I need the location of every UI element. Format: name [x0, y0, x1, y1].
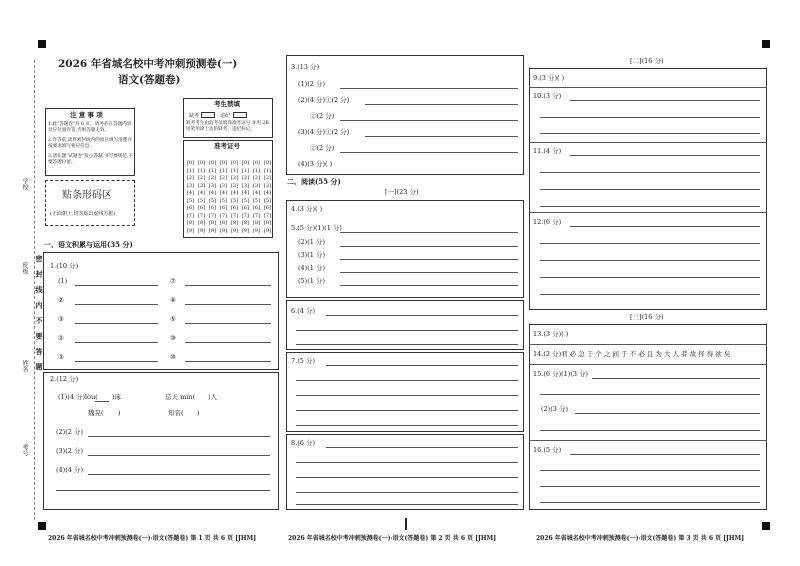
digit-bubble[interactable]: [9]: [219, 227, 228, 234]
q2-part: (2)(2 分): [56, 428, 83, 436]
absent-checkbox[interactable]: [201, 112, 215, 118]
answer-line[interactable]: [75, 304, 158, 305]
answer-line[interactable]: [540, 277, 760, 278]
answer-line[interactable]: [540, 172, 760, 173]
notice-item: 1.此"答题卷"共 6 页。请务必在答题内容对应位置作答,否则答题无效。: [48, 122, 132, 133]
digit-bubble[interactable]: [1]: [208, 167, 217, 174]
divider: [529, 212, 767, 213]
q2-char-2: 知音(: [168, 409, 184, 417]
q1-item-label: ②: [58, 296, 64, 304]
digit-bubble[interactable]: [5]: [219, 197, 228, 204]
q1-item-label: ③: [58, 315, 64, 323]
digit-row: [185, 205, 273, 213]
answer-line[interactable]: [570, 454, 760, 455]
answer-line[interactable]: [95, 401, 109, 402]
answer-line[interactable]: [296, 477, 518, 478]
answer-line[interactable]: [296, 410, 518, 411]
digit-bubble[interactable]: [8]: [208, 220, 217, 226]
q5-part: (3)(1 分): [298, 251, 325, 259]
answer-line[interactable]: [326, 315, 518, 316]
digit-bubble[interactable]: [8]: [219, 220, 228, 226]
answer-line[interactable]: [340, 272, 518, 273]
q1-item-label: ⑦: [170, 277, 176, 285]
question-16-label: 16.(5 分): [533, 446, 562, 454]
seal-warning: 密 封 线 内 不 要 答 题: [35, 255, 44, 374]
digit-bubble[interactable]: [9]: [230, 227, 239, 234]
digit-row: [185, 168, 273, 176]
digit-row: [185, 190, 273, 198]
digit-bubble[interactable]: [3]: [230, 182, 239, 189]
digit-bubble[interactable]: [0]: [219, 160, 228, 166]
digit-bubble[interactable]: [2]: [219, 175, 228, 181]
question-15-part-2: (2)(3 分): [541, 405, 568, 413]
answer-line[interactable]: [340, 285, 518, 286]
answer-line[interactable]: [185, 361, 271, 362]
digit-bubble[interactable]: [4]: [252, 190, 261, 196]
exam-number-heading: 准考证号: [214, 142, 240, 150]
digit-bubble[interactable]: [4]: [263, 190, 272, 196]
digit-bubble[interactable]: [7]: [186, 212, 195, 219]
answer-line[interactable]: [540, 206, 760, 207]
corner-mark-bottom-right: [762, 522, 770, 530]
q3-part: (3)(4 分)①(2 分): [298, 128, 350, 136]
divider: [529, 87, 767, 88]
digit-bubble[interactable]: [5]: [186, 197, 195, 204]
q3-part: (4)(3 分)( ): [298, 160, 333, 168]
digit-bubble[interactable]: [0]: [230, 160, 239, 166]
q1-item-label: ⑧: [170, 296, 176, 304]
digit-bubble[interactable]: [4]: [208, 190, 217, 196]
digit-bubble[interactable]: [0]: [197, 160, 206, 166]
digit-bubble[interactable]: [4]: [230, 190, 239, 196]
answer-line[interactable]: [88, 436, 270, 437]
q1-item-label: ⑤: [170, 315, 176, 323]
answer-line[interactable]: [75, 342, 158, 343]
barcode-area: [45, 180, 135, 226]
page-split-mark: [405, 518, 407, 530]
digit-bubble[interactable]: [1]: [197, 167, 206, 174]
digit-row: [185, 198, 273, 206]
digit-bubble[interactable]: [7]: [230, 212, 239, 219]
page-footer-3: 2026 年省城名校中考冲刺预测卷(一)·语文(答题卷) 第 3 页 共 6 页 [JHM]: [536, 535, 745, 542]
answer-line[interactable]: [185, 285, 271, 286]
digit-bubble[interactable]: [9]: [263, 227, 272, 234]
q1-item-label: (1): [58, 277, 68, 285]
digit-bubble[interactable]: [4]: [219, 190, 228, 196]
q1-item-label: ⑩: [170, 334, 176, 342]
digit-bubble[interactable]: [4]: [197, 190, 206, 196]
q1-item-label: ②: [58, 334, 64, 342]
answer-line[interactable]: [365, 104, 518, 105]
q2-pinyin-1: (1)(4 分)lòu(: [58, 393, 98, 401]
side-label-school: 学校: [21, 178, 28, 190]
section-1-heading: 一、语文积累与运用(35 分): [44, 240, 133, 249]
digit-row: [185, 228, 273, 236]
digit-row: [185, 183, 273, 191]
question-14-label: 14.(2 分)君 必 急 于 个 之 间 于 不 必 且 为 大 人 者 故 择 得 欲 矣: [533, 350, 731, 358]
digit-bubble[interactable]: [5]: [197, 197, 206, 204]
question-4-label: 4.(3 分)( ): [291, 205, 323, 213]
answer-line[interactable]: [540, 294, 760, 295]
digit-bubble[interactable]: [2]: [197, 175, 206, 181]
side-label-class: 班级: [21, 262, 28, 274]
answer-line[interactable]: [296, 395, 518, 396]
answer-line[interactable]: [296, 492, 518, 493]
q2-pinyin-1-word: )琢: [112, 393, 122, 401]
q2-pinyin-2: 忘天 mín(: [165, 393, 196, 401]
digit-bubble[interactable]: [5]: [241, 197, 250, 204]
digit-bubble[interactable]: [6]: [241, 205, 250, 211]
digit-bubble[interactable]: [9]: [208, 227, 217, 234]
answer-line[interactable]: [540, 117, 760, 118]
answer-line[interactable]: [75, 361, 158, 362]
digit-bubble[interactable]: [2]: [186, 175, 195, 181]
answer-line[interactable]: [340, 246, 518, 247]
digit-bubble[interactable]: [8]: [197, 220, 206, 226]
digit-bubble[interactable]: [2]: [252, 175, 261, 181]
answer-line[interactable]: [570, 100, 760, 101]
violation-checkbox[interactable]: [233, 112, 247, 118]
digit-bubble[interactable]: [5]: [252, 197, 261, 204]
answer-line[interactable]: [340, 120, 518, 121]
digit-bubble[interactable]: [6]: [197, 205, 206, 211]
side-label-exam-id: 考号: [21, 444, 28, 456]
notice-item: 3.请在题"试题卷"接小答题,书写要规范,不要答题位置。: [48, 154, 134, 165]
digit-bubbles[interactable]: [185, 160, 273, 235]
notice-item: 2.作答前,请将密封线内的项目填写清楚并按要求填写相应信息。: [48, 138, 132, 149]
answer-line[interactable]: [340, 232, 518, 233]
digit-bubble[interactable]: [0]: [252, 160, 261, 166]
section-2-heading: 二、阅读(55 分): [287, 177, 341, 186]
answer-line[interactable]: [365, 136, 518, 137]
digit-bubble[interactable]: [6]: [263, 205, 272, 211]
digit-bubble[interactable]: [7]: [219, 212, 228, 219]
digit-bubble[interactable]: [9]: [252, 227, 261, 234]
digit-row: [185, 175, 273, 183]
q3-part: ②(2 分): [310, 112, 335, 120]
digit-bubble[interactable]: [2]: [230, 175, 239, 181]
digit-bubble[interactable]: [7]: [197, 212, 206, 219]
page-footer-1: 2026 年省城名校中考冲刺预测卷(一)·语文(答题卷) 第 1 页 共 6 页 [JHM]: [48, 535, 257, 542]
digit-bubble[interactable]: [0]: [241, 160, 250, 166]
digit-bubble[interactable]: [1]: [230, 167, 239, 174]
divider: [529, 344, 767, 345]
answer-line[interactable]: [185, 342, 271, 343]
digit-bubble[interactable]: [7]: [263, 212, 272, 219]
answer-line[interactable]: [326, 365, 518, 366]
side-label-name: 姓名: [21, 360, 28, 372]
question-7-label: 7.(5 分): [291, 357, 315, 365]
digit-row: [185, 220, 273, 228]
barcode-subtitle: (正面朝上,切勿贴出虚线方框): [50, 211, 116, 217]
q3-part: (2)(4 分)①(2 分): [298, 96, 350, 104]
digit-bubble[interactable]: [9]: [186, 227, 195, 234]
digit-bubble[interactable]: [3]: [241, 182, 250, 189]
digit-bubble[interactable]: [6]: [252, 205, 261, 211]
answer-line[interactable]: [185, 304, 271, 305]
corner-mark-bottom-left: [38, 522, 46, 530]
question-6-box: [286, 300, 524, 350]
answer-line[interactable]: [340, 259, 518, 260]
digit-bubble[interactable]: [2]: [263, 175, 272, 181]
digit-bubble[interactable]: [1]: [263, 167, 272, 174]
answer-line[interactable]: [540, 133, 760, 134]
digit-bubble[interactable]: [5]: [230, 197, 239, 204]
absent-label: 缺考: [189, 113, 200, 119]
answer-line[interactable]: [296, 462, 518, 463]
digit-bubble[interactable]: [6]: [208, 205, 217, 211]
candidate-instruction: 缺考考生由监考员填涂准考证号,并用 2B 铅笔用涂上边的缺考、违纪标记。: [186, 121, 269, 132]
digit-bubble[interactable]: [8]: [263, 220, 272, 226]
q3-part: (1)(2 分): [298, 80, 325, 88]
q2-part: (4)(4 分): [56, 466, 83, 474]
q5-part: (4)(1 分): [298, 264, 325, 272]
q2-char-1: 魏晃(: [88, 409, 104, 417]
answer-line[interactable]: [540, 486, 760, 487]
answer-line[interactable]: [540, 470, 760, 471]
answer-line[interactable]: [88, 455, 270, 456]
answer-line[interactable]: [296, 344, 518, 345]
digit-bubble[interactable]: [8]: [230, 220, 239, 226]
subsection-2-heading: [二](16 分): [630, 57, 664, 65]
answer-line[interactable]: [88, 474, 270, 475]
q1-item-label: ③: [58, 353, 64, 361]
page-subtitle: 语文(答题卷): [118, 74, 181, 86]
q2-char-1-close: ): [118, 409, 121, 417]
digit-bubble[interactable]: [7]: [208, 212, 217, 219]
answer-line[interactable]: [326, 447, 518, 448]
answer-line[interactable]: [296, 504, 518, 505]
answer-line[interactable]: [296, 380, 518, 381]
q2-part: (3)(2 分): [56, 447, 83, 455]
digit-bubble[interactable]: [4]: [241, 190, 250, 196]
answer-line[interactable]: [570, 155, 760, 156]
corner-mark-top-left: [38, 40, 46, 48]
q2-char-2-close: ): [197, 409, 200, 417]
digit-bubble[interactable]: [4]: [186, 190, 195, 196]
answer-line[interactable]: [340, 88, 518, 89]
question-13-label: 13.(3 分)( ): [533, 330, 569, 338]
digit-bubble[interactable]: [9]: [197, 227, 206, 234]
question-11-label: 11.(4 分): [533, 147, 562, 155]
q5-part: (2)(1 分): [298, 238, 325, 246]
digit-bubble[interactable]: [7]: [241, 212, 250, 219]
violation-label: 违纪: [220, 113, 231, 119]
digit-bubble[interactable]: [0]: [186, 160, 195, 166]
question-1-box: [43, 252, 279, 370]
answer-line[interactable]: [75, 323, 158, 324]
digit-bubble[interactable]: [5]: [263, 197, 272, 204]
question-2-label: 2.(12 分): [50, 375, 79, 383]
divider: [529, 440, 767, 441]
answer-line[interactable]: [540, 430, 760, 431]
digit-row: [185, 213, 273, 221]
divider: [529, 142, 767, 143]
question-15-label: 15.(6 分)(1)(3 分): [533, 370, 589, 378]
question-6-label: 6.(4 分): [291, 307, 315, 315]
digit-bubble[interactable]: [1]: [186, 167, 195, 174]
answer-line[interactable]: [56, 490, 270, 491]
page-footer-2: 2026 年省城名校中考冲刺预测卷(一)·语文(答题卷) 第 2 页 共 6 页 [JHM]: [288, 535, 497, 542]
digit-bubble[interactable]: [1]: [241, 167, 250, 174]
subsection-3-heading: [三](16 分): [630, 313, 664, 321]
q1-item-label: ⑩: [170, 353, 176, 361]
digit-row: [185, 160, 273, 168]
answer-line[interactable]: [540, 260, 760, 261]
notice-heading: 注 意 事 项: [70, 111, 103, 119]
digit-bubble[interactable]: [8]: [186, 220, 195, 226]
answer-line[interactable]: [540, 502, 760, 503]
digit-bubble[interactable]: [3]: [208, 182, 217, 189]
answer-line[interactable]: [570, 226, 760, 227]
digit-bubble[interactable]: [3]: [219, 182, 228, 189]
digit-bubble[interactable]: [6]: [219, 205, 228, 211]
question-9-label: 9.(3 分)( ): [533, 74, 565, 82]
answer-line[interactable]: [296, 425, 518, 426]
page-title: 2026 年省城名校中考冲刺预测卷(一): [58, 58, 238, 70]
digit-bubble[interactable]: [2]: [208, 175, 217, 181]
answer-line[interactable]: [75, 285, 158, 286]
digit-bubble[interactable]: [2]: [241, 175, 250, 181]
answer-line[interactable]: [540, 243, 760, 244]
answer-line[interactable]: [540, 189, 760, 190]
digit-bubble[interactable]: [1]: [219, 167, 228, 174]
answer-line[interactable]: [340, 152, 518, 153]
divider: [529, 364, 767, 365]
question-8-label: 8.(6 分): [291, 439, 315, 447]
digit-bubble[interactable]: [7]: [252, 212, 261, 219]
digit-bubble[interactable]: [0]: [263, 160, 272, 166]
digit-bubble[interactable]: [8]: [252, 220, 261, 226]
answer-line[interactable]: [592, 378, 760, 379]
digit-bubble[interactable]: [9]: [241, 227, 250, 234]
question-7-box: [286, 352, 524, 432]
corner-mark-top-right: [762, 40, 770, 48]
subsection-1-heading: [一](23 分): [385, 188, 419, 196]
question-3-label: 3.(13 分): [291, 63, 320, 71]
digit-bubble[interactable]: [3]: [186, 182, 195, 189]
digit-bubble[interactable]: [1]: [252, 167, 261, 174]
candidate-heading: 考生禁填: [214, 100, 240, 108]
answer-line[interactable]: [575, 413, 760, 414]
question-10-label: 10.(3 分): [533, 92, 562, 100]
q5-part: (5)(1 分): [298, 277, 325, 285]
digit-bubble[interactable]: [8]: [241, 220, 250, 226]
digit-bubble[interactable]: [0]: [208, 160, 217, 166]
question-1-label: 1.(10 分): [50, 262, 79, 270]
digit-bubble[interactable]: [3]: [197, 182, 206, 189]
barcode-title: 贴条形码区: [62, 190, 112, 201]
question-8-box: [286, 434, 524, 510]
digit-bubble[interactable]: [6]: [186, 205, 195, 211]
answer-line[interactable]: [540, 394, 760, 395]
q3-part: ②(2 分): [310, 144, 335, 152]
digit-bubble[interactable]: [6]: [230, 205, 239, 211]
answer-line[interactable]: [296, 330, 518, 331]
answer-line[interactable]: [185, 323, 271, 324]
question-12-label: 12.(6 分): [533, 218, 562, 226]
q2-pinyin-2-word: )人: [208, 393, 218, 401]
digit-bubble[interactable]: [5]: [208, 197, 217, 204]
question-5-label: 5.(5 分)(1)(1 分): [291, 224, 342, 232]
digit-bubble[interactable]: [3]: [252, 182, 261, 189]
digit-bubble[interactable]: [3]: [263, 182, 272, 189]
